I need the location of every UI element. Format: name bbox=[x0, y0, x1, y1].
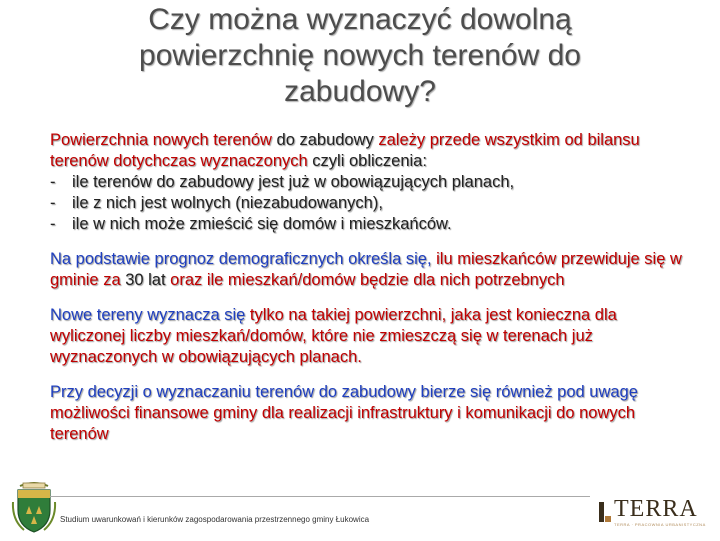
p1-text-1: Powierzchnia nowych terenów bbox=[50, 131, 272, 149]
footer-divider bbox=[50, 496, 590, 497]
p2-text-1: Na podstawie prognoz demograficznych określa się, bbox=[50, 250, 432, 268]
p1-text-3: zależy bbox=[378, 131, 426, 149]
list-dash: - bbox=[50, 173, 56, 191]
p1-text-4: przede wszystkim od bilansu terenów dotychczas wyznaczonych bbox=[50, 131, 640, 170]
list-dash: - bbox=[50, 215, 56, 233]
slide-title: Czy można wyznaczyć dowolną powierzchnię nowych terenów do zabudowy? bbox=[139, 3, 581, 108]
list-item bbox=[50, 214, 690, 235]
list-dash: - bbox=[50, 194, 56, 212]
paragraph-nowe-tereny bbox=[50, 305, 690, 368]
p3-text-2: tylko na takiej powierzchni, jaka jest konieczna dla wyliczonej liczby mieszkań/domów, które nie zmieszczą się w terenach już wyznaczonych w obowiązujących planach. bbox=[50, 306, 617, 366]
footer-caption: Studium uwarunkowań i kierunków zagospodarowania przestrzennego gminy Łukowica bbox=[60, 515, 370, 524]
p2-text-4: oraz ile mieszkań/domów będzie dla nich potrzebnych bbox=[165, 271, 565, 289]
p3-text-1: Nowe tereny wyznacza się bbox=[50, 306, 250, 324]
list-item-text: ile terenów do zabudowy jest już w obowiązujących planach, bbox=[72, 173, 515, 191]
list-item bbox=[50, 193, 690, 214]
terra-logo bbox=[598, 498, 714, 528]
terra-logo-icon bbox=[598, 500, 612, 524]
paragraph-bilans bbox=[50, 130, 690, 235]
p2-text-2: ilu mieszkańców przewiduje się w gminie za bbox=[50, 250, 682, 289]
p1-text-2: do zabudowy bbox=[271, 131, 379, 149]
logo-name: TERRA bbox=[614, 496, 698, 522]
p4-text-2: możliwości finansowe gminy dla realizacji infrastruktury i komunikacji do nowych terenów bbox=[50, 404, 636, 443]
p1-text-5: czyli obliczenia: bbox=[307, 152, 427, 170]
logo-subtitle: TERRA · PRACOWNIA URBANISTYCZNA bbox=[614, 522, 706, 527]
municipal-coat-of-arms-icon bbox=[10, 480, 58, 536]
p2-text-3: 30 lat bbox=[125, 271, 166, 289]
p4-text-1: Przy decyzji o wyznaczaniu terenów do zabudowy bierze się również pod uwagę bbox=[50, 383, 638, 401]
list-item-text: ile z nich jest wolnych (niezabudowanych), bbox=[72, 194, 383, 212]
list-item bbox=[50, 172, 690, 193]
paragraph-prognozy bbox=[50, 249, 690, 291]
slide-body bbox=[50, 130, 690, 459]
paragraph-finanse bbox=[50, 382, 690, 445]
list-item-text: ile w nich może zmieścić się domów i mieszkańców. bbox=[72, 215, 452, 233]
